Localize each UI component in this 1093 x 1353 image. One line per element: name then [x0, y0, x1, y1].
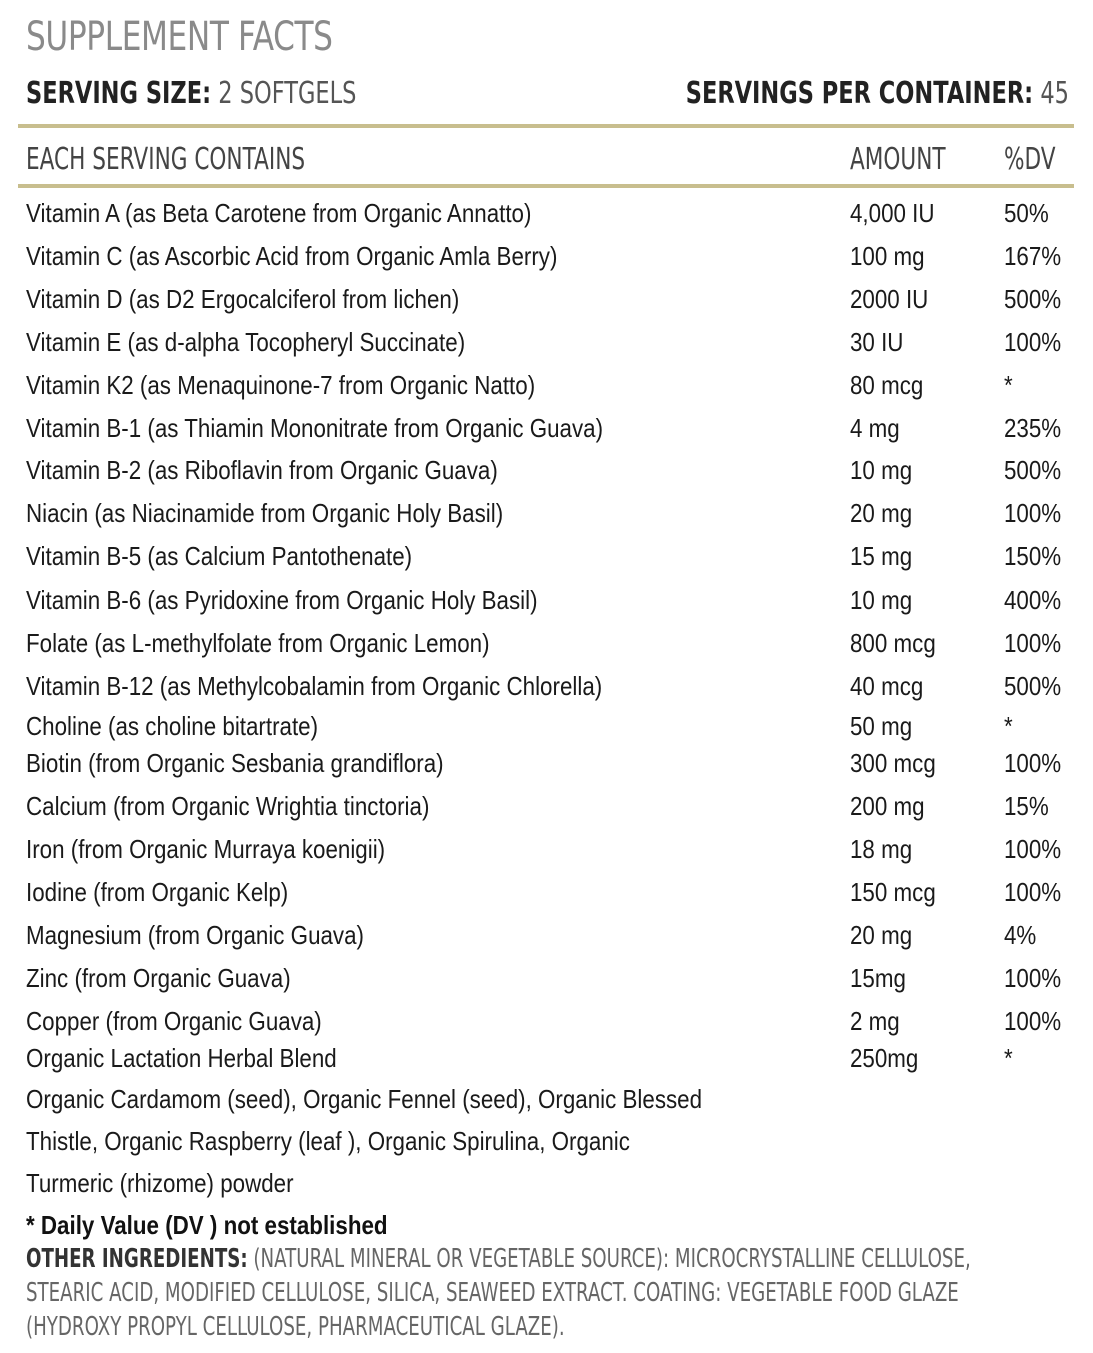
serving-size-label: SERVING SIZE:	[26, 76, 212, 111]
nutrient-name: Magnesium (from Organic Guava)	[26, 920, 365, 950]
nutrient-name: Vitamin B-12 (as Methylcobalamin from Organic Chlorella)	[26, 671, 603, 701]
table-row	[0, 455, 1093, 495]
nutrient-name: Choline (as choline bitartrate)	[26, 711, 319, 741]
nutrient-amount: 2 mg	[850, 1006, 900, 1036]
nutrient-dv: 500%	[1004, 455, 1062, 485]
nutrient-amount: 18 mg	[850, 834, 913, 864]
table-row	[0, 791, 1093, 831]
table-row	[0, 284, 1093, 324]
nutrient-dv: *	[1004, 1043, 1013, 1073]
top-divider	[18, 124, 1074, 128]
table-row	[0, 877, 1093, 917]
other-ingredients-label: OTHER INGREDIENTS:	[26, 1244, 248, 1274]
nutrient-amount: 40 mcg	[850, 671, 924, 701]
nutrient-name: Vitamin K2 (as Menaquinone-7 from Organic Natto)	[26, 370, 536, 400]
table-row	[0, 1006, 1093, 1046]
nutrient-name: Zinc (from Organic Guava)	[26, 963, 291, 993]
nutrient-amount: 10 mg	[850, 455, 913, 485]
table-row	[0, 498, 1093, 538]
blend-line-2: Thistle, Organic Raspberry (leaf ), Organic Spirulina, Organic	[26, 1126, 630, 1156]
nutrient-amount: 80 mcg	[850, 370, 924, 400]
header-divider	[18, 184, 1074, 188]
other-ingredients-line-2: STEARIC ACID, MODIFIED CELLULOSE, SILICA, SEAWEED EXTRACT. COATING: VEGETABLE FOOD GLAZE	[26, 1278, 959, 1308]
nutrient-dv: 100%	[1004, 834, 1062, 864]
nutrient-dv: 4%	[1004, 920, 1037, 950]
table-row	[0, 327, 1093, 367]
nutrient-amount: 800 mcg	[850, 628, 936, 658]
table-row	[0, 963, 1093, 1003]
blend-line-3: Turmeric (rhizome) powder	[26, 1168, 294, 1198]
nutrient-amount: 4 mg	[850, 413, 900, 443]
nutrient-name: Iron (from Organic Murraya koenigii)	[26, 834, 386, 864]
nutrient-name: Niacin (as Niacinamide from Organic Holy Basil)	[26, 498, 504, 528]
nutrient-dv: 150%	[1004, 541, 1062, 571]
nutrient-amount: 30 IU	[850, 327, 904, 357]
nutrient-dv: 167%	[1004, 241, 1062, 271]
table-row	[0, 1043, 1093, 1083]
nutrient-amount: 150 mcg	[850, 877, 936, 907]
servings-per-container-label: SERVINGS PER CONTAINER:	[685, 76, 1034, 111]
header-each-serving: EACH SERVING CONTAINS	[26, 142, 306, 177]
table-row	[0, 748, 1093, 788]
nutrient-amount: 4,000 IU	[850, 198, 935, 228]
nutrient-name: Organic Lactation Herbal Blend	[26, 1043, 337, 1073]
nutrient-dv: 235%	[1004, 413, 1062, 443]
table-row	[0, 628, 1093, 668]
nutrient-amount: 50 mg	[850, 711, 913, 741]
other-ingredients-text-1: (NATURAL MINERAL OR VEGETABLE SOURCE): MICROCRYSTALLINE CELLULOSE,	[253, 1244, 971, 1274]
nutrient-amount: 200 mg	[850, 791, 925, 821]
table-row	[0, 198, 1093, 238]
nutrient-dv: 100%	[1004, 1006, 1062, 1036]
table-row	[0, 834, 1093, 874]
nutrient-dv: 100%	[1004, 327, 1062, 357]
nutrient-name: Biotin (from Organic Sesbania grandiflora)	[26, 748, 444, 778]
nutrient-name: Vitamin A (as Beta Carotene from Organic Annatto)	[26, 198, 532, 228]
nutrient-name: Vitamin D (as D2 Ergocalciferol from lichen)	[26, 284, 460, 314]
serving-size	[26, 76, 356, 111]
table-row	[0, 541, 1093, 581]
nutrient-name: Folate (as L-methylfolate from Organic Lemon)	[26, 628, 490, 658]
nutrient-dv: 100%	[1004, 963, 1062, 993]
other-ingredients-line-1	[26, 1244, 971, 1274]
table-row	[0, 413, 1093, 453]
nutrient-name: Vitamin C (as Ascorbic Acid from Organic Amla Berry)	[26, 241, 558, 271]
nutrient-dv: 100%	[1004, 498, 1062, 528]
nutrient-dv: 500%	[1004, 671, 1062, 701]
nutrient-amount: 300 mcg	[850, 748, 936, 778]
servings-per-container-value: 45	[1040, 76, 1069, 111]
dv-footnote: * Daily Value (DV ) not established	[26, 1210, 388, 1240]
table-row	[0, 241, 1093, 281]
nutrient-amount: 20 mg	[850, 920, 913, 950]
nutrient-name: Vitamin B-6 (as Pyridoxine from Organic Holy Basil)	[26, 585, 538, 615]
nutrient-dv: 50%	[1004, 198, 1049, 228]
table-row	[0, 585, 1093, 625]
header-dv: %DV	[1004, 142, 1056, 177]
nutrient-dv: 400%	[1004, 585, 1062, 615]
serving-size-value: 2 SOFTGELS	[218, 76, 357, 111]
nutrient-amount: 15 mg	[850, 541, 913, 571]
table-row	[0, 711, 1093, 751]
table-row	[0, 370, 1093, 410]
nutrient-dv: *	[1004, 370, 1013, 400]
nutrient-amount: 250mg	[850, 1043, 919, 1073]
nutrient-name: Vitamin B-1 (as Thiamin Mononitrate from Organic Guava)	[26, 413, 604, 443]
nutrient-dv: 100%	[1004, 748, 1062, 778]
other-ingredients-line-3: (HYDROXY PROPYL CELLULOSE, PHARMACEUTICAL GLAZE).	[26, 1312, 565, 1342]
nutrient-name: Copper (from Organic Guava)	[26, 1006, 322, 1036]
nutrient-amount: 10 mg	[850, 585, 913, 615]
nutrient-name: Vitamin B-2 (as Riboflavin from Organic Guava)	[26, 455, 498, 485]
nutrient-dv: 100%	[1004, 628, 1062, 658]
nutrient-dv: *	[1004, 711, 1013, 741]
panel-title: SUPPLEMENT FACTS	[26, 14, 333, 60]
table-row	[0, 920, 1093, 960]
nutrient-name: Vitamin E (as d-alpha Tocopheryl Succinate)	[26, 327, 466, 357]
nutrient-dv: 100%	[1004, 877, 1062, 907]
nutrient-amount: 100 mg	[850, 241, 925, 271]
nutrient-amount: 20 mg	[850, 498, 913, 528]
nutrient-name: Vitamin B-5 (as Calcium Pantothenate)	[26, 541, 413, 571]
servings-per-container	[686, 76, 1069, 111]
nutrient-amount: 15mg	[850, 963, 906, 993]
nutrient-amount: 2000 IU	[850, 284, 929, 314]
nutrient-dv: 15%	[1004, 791, 1049, 821]
header-amount: AMOUNT	[850, 142, 946, 177]
nutrient-name: Iodine (from Organic Kelp)	[26, 877, 289, 907]
nutrient-name: Calcium (from Organic Wrightia tinctoria)	[26, 791, 430, 821]
nutrient-dv: 500%	[1004, 284, 1062, 314]
blend-line-1: Organic Cardamom (seed), Organic Fennel (seed), Organic Blessed	[26, 1084, 703, 1114]
table-row	[0, 671, 1093, 711]
